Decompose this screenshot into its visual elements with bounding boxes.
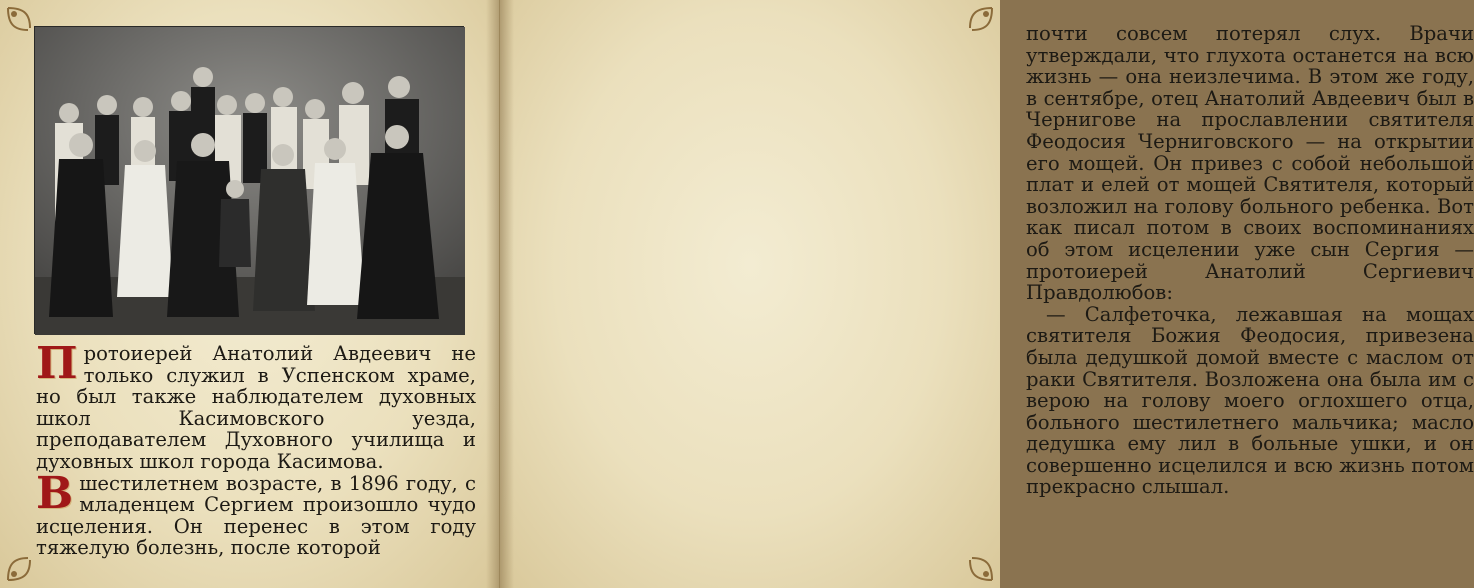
paragraph-4: — Салфеточка, лежавшая на мощах святителя Божия Феодосия, привезена была дедушкой домой вместе с маслом от раки Святителя. Возложена она была им с верою на голову моего оглохшего отца, больного шестилетнего мальчика; масло дедушка ему лил в больные ушки, и он совершенно исцелился и всю жизнь потом прекрасно слышал. xyxy=(1026,302,1474,499)
left-page xyxy=(0,0,500,588)
paragraph-3: почти совсем потерял слух. Врачи утверждали, что глухота останется на всю жизнь — она неизлечима. В этом же году, в сентябре, отец Анатолий Авдеевич был в Чернигове на прославлении святителя Феодосия Черниговского — на открытии его мощей. Он привез с собой небольшой плат и елей от мощей Святителя, который возложил на голову больного ребенка. Вот как писал потом в своих воспоминаниях об этом исцелении уже сын Сергия — протоиерей Анатолий Сергиевич Правдолюбов: xyxy=(1026,22,1474,305)
paragraph-2 xyxy=(36,467,476,560)
left-page-text xyxy=(36,338,476,560)
corner-ornament-icon xyxy=(950,538,996,584)
paragraph-1 xyxy=(36,338,476,473)
right-page xyxy=(500,0,1474,588)
right-page-text xyxy=(1026,23,1474,498)
group-photograph xyxy=(34,26,464,334)
corner-ornament-icon xyxy=(950,4,996,50)
paragraph-2-text: шестилетнем возрасте, в 1896 году, с младенцем Сергием произошло чудо исцеления. Он перенес в этом году тяжелую болезнь, после которой xyxy=(36,471,476,560)
initial-letter: П xyxy=(36,338,78,389)
paragraph-1-text: ротоиерей Анатолий Авдеевич не только служил в Успенском храме, но был также наблюдателем духовных школ Касимовского уезда, преподавателем Духовного училища и духовных школ города Касимова. xyxy=(36,342,476,473)
group-photograph-image xyxy=(35,27,465,335)
book-spine xyxy=(486,0,514,588)
initial-letter: В xyxy=(36,467,74,519)
